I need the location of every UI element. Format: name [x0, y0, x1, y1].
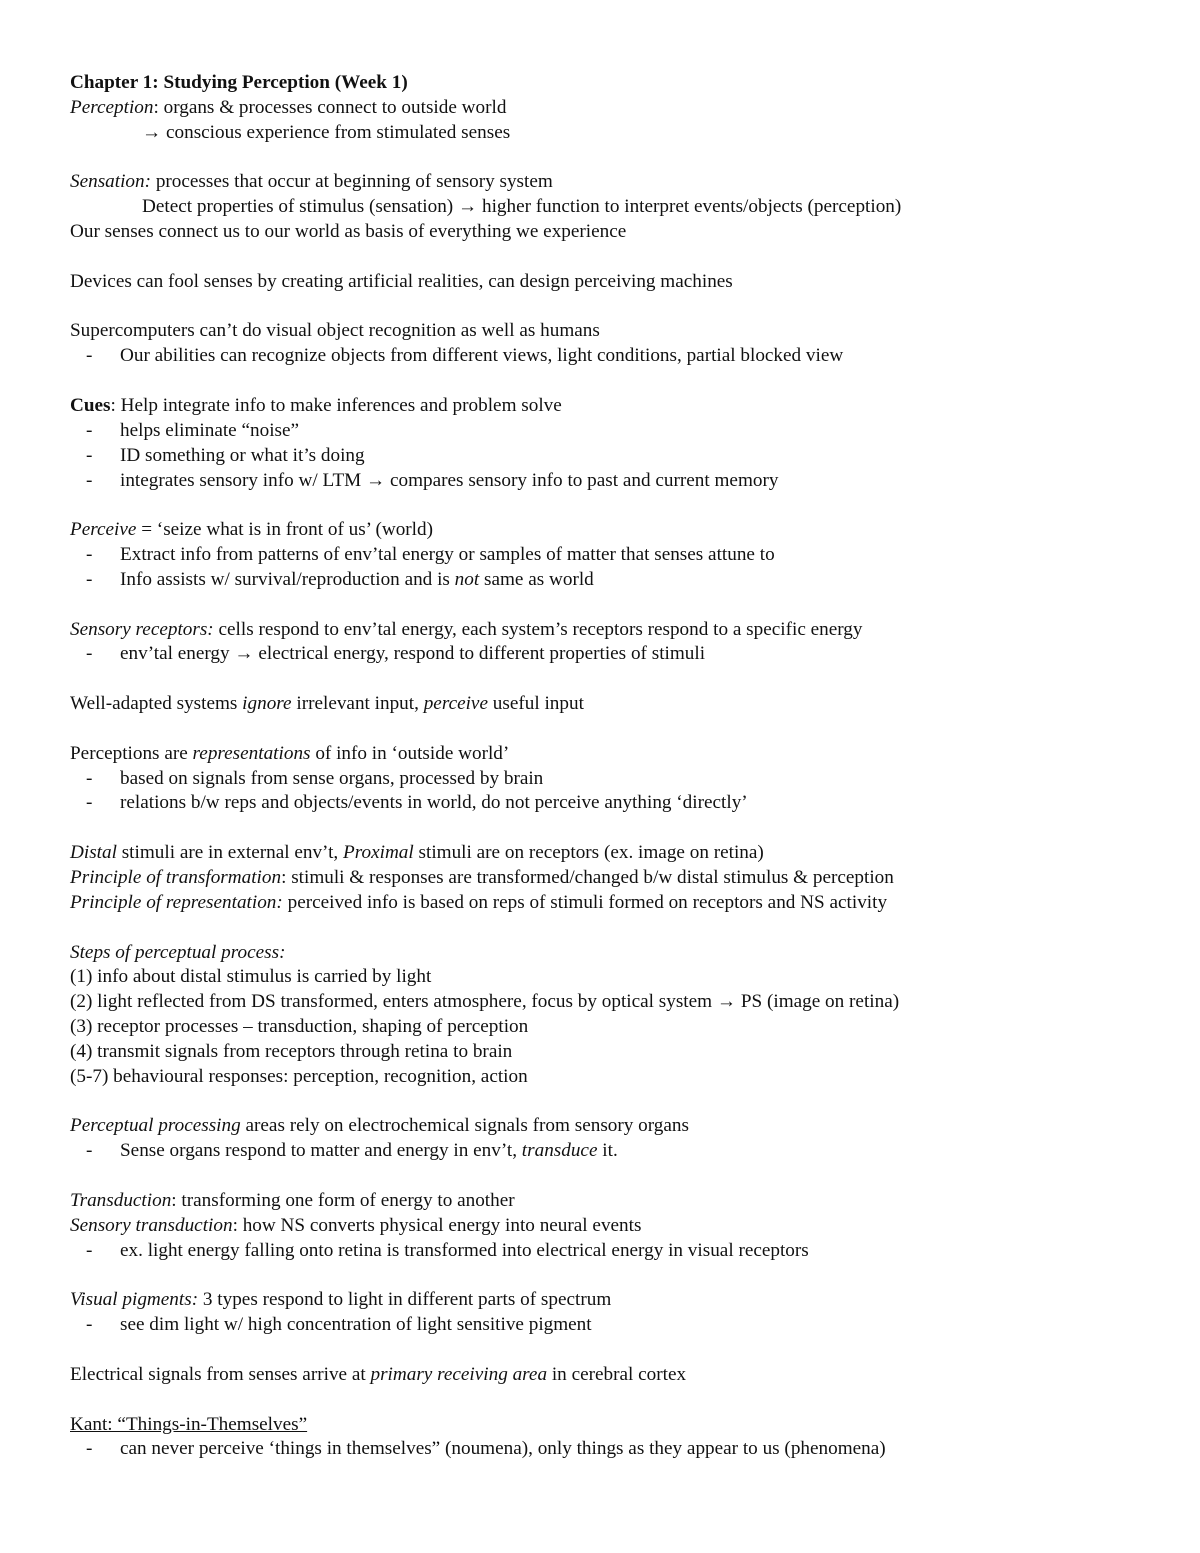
signals-line: Electrical signals from senses arrive at primary receiving area in cerebral cortex	[70, 1363, 687, 1385]
term: Sensation:	[70, 171, 152, 193]
list-item: - Our abilities can recognize objects from different views, light conditions, partial blocked view	[70, 344, 1150, 369]
term: Principle of transformation	[70, 867, 282, 888]
list-item: - ID something or what it’s doing	[70, 444, 1150, 469]
perceive-definition: Perceive = ‘seize what is in front of us’ (world)	[70, 519, 433, 541]
term: Perception	[70, 96, 154, 118]
term: Principle of representation:	[70, 891, 283, 913]
spacer	[70, 916, 1150, 941]
term: Sensory transduction	[70, 1214, 233, 1236]
spacer	[70, 1338, 1150, 1363]
bullet-dash: -	[86, 444, 93, 466]
transduction-definition: Transduction: transforming one form of energy to another	[70, 1189, 515, 1211]
spacer	[70, 1164, 1150, 1189]
bullet-dash: -	[86, 1140, 93, 1162]
steps-heading: Steps of perceptual process:	[70, 941, 286, 963]
list-item: - relations b/w reps and objects/events in world, do not perceive anything ‘directly’	[70, 791, 1150, 816]
term: Transduction	[70, 1189, 172, 1211]
list-item: - helps eliminate “noise”	[70, 419, 1150, 444]
receptors-definition: Sensory receptors: cells respond to env’tal energy, each system’s receptors respond to a specific energy	[70, 618, 863, 640]
kant-heading: Kant: “Things-in-Themselves”	[70, 1413, 308, 1435]
spacer	[70, 146, 1150, 171]
spacer	[70, 1090, 1150, 1115]
step-item: (5-7) behavioural responses: perception, recognition, action	[70, 1065, 528, 1087]
processing-definition: Perceptual processing areas rely on electrochemical signals from sensory organs	[70, 1115, 689, 1137]
transformation-principle: Principle of transformation: stimuli & responses are transformed/changed b/w distal stimulus & perception	[70, 867, 894, 888]
list-item: - integrates sensory info w/ LTM → compares sensory info to past and current memory	[70, 469, 1150, 494]
bullet-dash: -	[86, 643, 93, 665]
representations-line: Perceptions are representations of info in ‘outside world’	[70, 742, 510, 764]
spacer	[70, 295, 1150, 320]
spacer	[70, 493, 1150, 518]
term: Perceptual processing	[70, 1115, 241, 1137]
sensation-subpoint: Detect properties of stimulus (sensation) → higher function to interpret events/objects (perception)	[142, 196, 902, 218]
cues-definition: Cues: Help integrate info to make inferences and problem solve	[70, 394, 562, 416]
perception-subpoint: → conscious experience from stimulated senses	[142, 121, 511, 143]
list-item: - Extract info from patterns of env’tal energy or samples of matter that senses attune to	[70, 543, 1150, 568]
step-item: (3) receptor processes – transduction, shaping of perception	[70, 1016, 529, 1038]
step-item: (4) transmit signals from receptors through retina to brain	[70, 1040, 513, 1062]
bullet-dash: -	[86, 345, 93, 367]
bullet-dash: -	[86, 568, 93, 590]
list-item: - Info assists w/ survival/reproduction and is not same as world	[70, 568, 1150, 593]
term: Sensory receptors:	[70, 618, 214, 640]
list-item: - based on signals from sense organs, processed by brain	[70, 767, 1150, 792]
spacer	[70, 717, 1150, 742]
bullet-dash: -	[86, 792, 93, 814]
devices-line: Devices can fool senses by creating artificial realities, can design perceiving machines	[70, 270, 733, 292]
step-item: (2) light reflected from DS transformed, enters atmosphere, focus by optical system → PS (image on retina)	[70, 991, 900, 1013]
chapter-title: Chapter 1: Studying Perception (Week 1)	[70, 72, 408, 93]
pigments-definition: Visual pigments: 3 types respond to light in different parts of spectrum	[70, 1289, 612, 1311]
list-item: - can never perceive ‘things in themselves” (noumena), only things as they appear to us (phenomena)	[70, 1437, 1150, 1462]
spacer	[70, 369, 1150, 394]
term: Perceive	[70, 519, 137, 541]
bullet-dash: -	[86, 1314, 93, 1336]
sensation-definition: Sensation: processes that occur at beginning of sensory system	[70, 171, 553, 193]
sensory-transduction-definition: Sensory transduction: how NS converts physical energy into neural events	[70, 1214, 642, 1236]
bullet-dash: -	[86, 767, 93, 789]
perception-definition: Perception: organs & processes connect to outside world	[70, 96, 507, 118]
senses-line: Our senses connect us to our world as basis of everything we experience	[70, 221, 627, 243]
bullet-dash: -	[86, 1239, 93, 1261]
spacer	[70, 245, 1150, 270]
spacer	[70, 1388, 1150, 1413]
term: Visual pigments:	[70, 1289, 199, 1311]
adapted-line: Well-adapted systems ignore irrelevant input, perceive useful input	[70, 693, 584, 715]
bullet-dash: -	[86, 419, 93, 441]
spacer	[70, 816, 1150, 841]
bullet-dash: -	[86, 544, 93, 566]
list-item: - Sense organs respond to matter and energy in env’t, transduce it.	[70, 1139, 1150, 1164]
spacer	[70, 1264, 1150, 1289]
term: Cues	[70, 394, 111, 416]
distal-proximal-line: Distal stimuli are in external env’t, Proximal stimuli are on receptors (ex. image on retina)	[70, 842, 764, 864]
representation-principle: Principle of representation: perceived info is based on reps of stimuli formed on receptors and NS activity	[70, 891, 888, 913]
spacer	[70, 667, 1150, 692]
spacer	[70, 593, 1150, 618]
bullet-dash: -	[86, 1438, 93, 1460]
list-item: - ex. light energy falling onto retina is transformed into electrical energy in visual receptors	[70, 1239, 1150, 1264]
list-item: - see dim light w/ high concentration of light sensitive pigment	[70, 1313, 1150, 1338]
list-item: - env’tal energy → electrical energy, respond to different properties of stimuli	[70, 642, 1150, 667]
bullet-dash: -	[86, 469, 93, 491]
step-item: (1) info about distal stimulus is carried by light	[70, 966, 432, 988]
supercomputers-line: Supercomputers can’t do visual object recognition as well as humans	[70, 320, 600, 342]
document-page	[70, 71, 1150, 1462]
